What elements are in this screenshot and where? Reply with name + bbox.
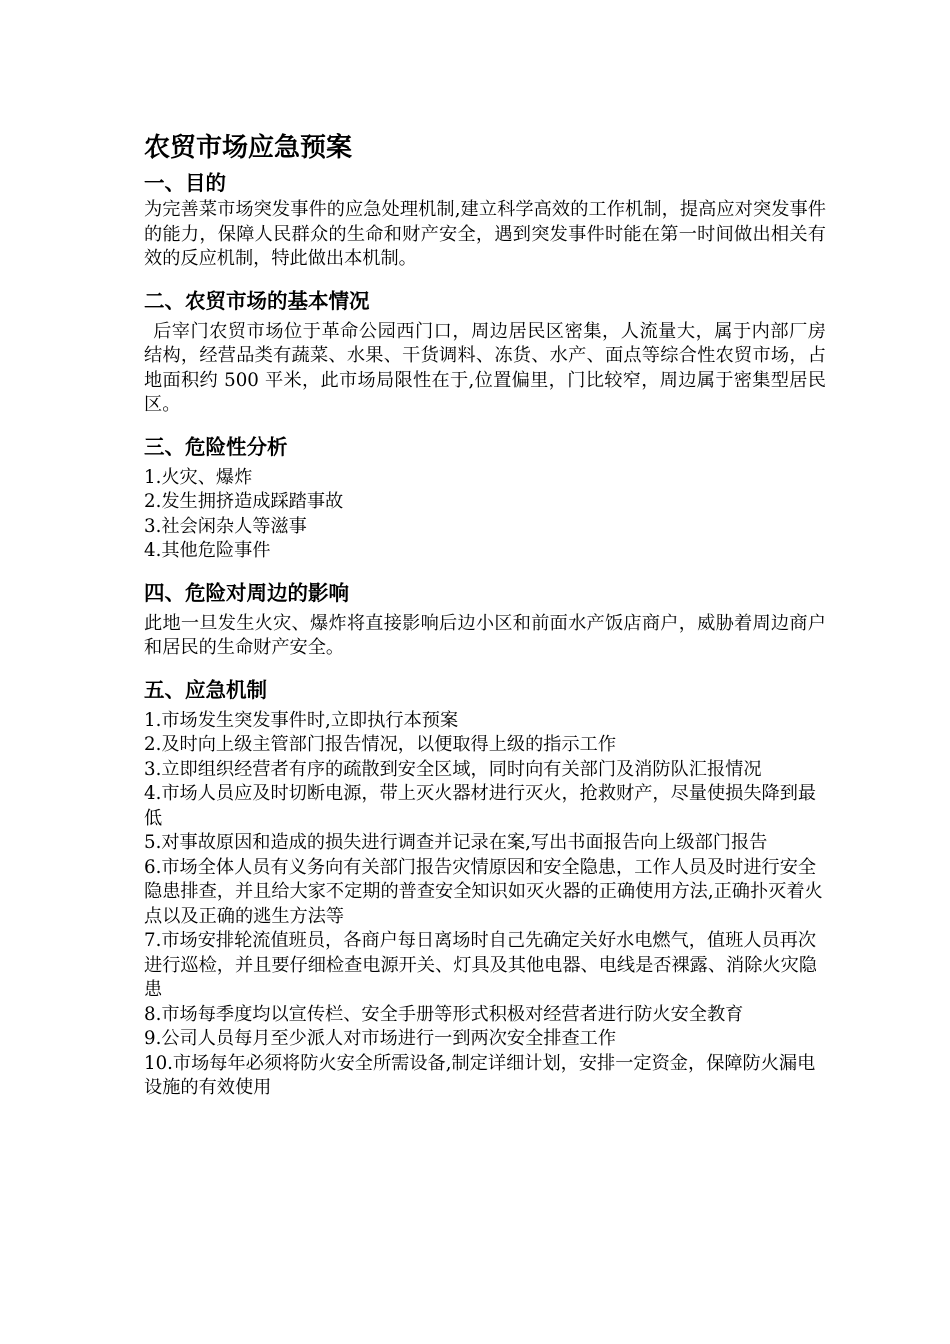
- document-page: [144, 128, 826, 1101]
- section-heading-impact: 四、危险对周边的影响: [144, 580, 349, 605]
- section-heading-risk-analysis: 三、危险性分析: [144, 434, 288, 459]
- section-heading-basic-info: 二、农贸市场的基本情况: [144, 288, 370, 313]
- list-item: 9.公司人员每月至少派人对市场进行一到两次安全排查工作: [144, 1028, 617, 1049]
- section-heading-emergency-mechanism: 五、应急机制: [144, 677, 267, 702]
- section-purpose: [144, 168, 826, 272]
- list-item: 2.及时向上级主管部门报告情况，以便取得上级的指示工作: [144, 734, 617, 755]
- section-paragraph-purpose: 为完善菜市场突发事件的应急处理机制,建立科学高效的工作机制，提高应对突发事件的能力，保障人民群众的生命和财产安全，遇到突发事件时能在第一时间做出相关有效的反应机制，特此做出本机制。: [144, 199, 826, 269]
- list-item: 4.市场人员应及时切断电源，带上灭火器材进行灭火，抢救财产，尽量使损失降到最低: [144, 783, 817, 829]
- section-impact: [144, 578, 826, 661]
- list-item: 2.发生拥挤造成踩踏事故: [144, 491, 344, 512]
- list-item: 8.市场每季度均以宣传栏、安全手册等形式积极对经营者进行防火安全教育: [144, 1003, 744, 1025]
- list-item: 10.市场每年必须将防火安全所需设备,制定详细计划，安排一定资金，保障防火漏电设施的有效使用: [144, 1052, 816, 1098]
- risk-list: [144, 466, 826, 564]
- section-paragraph-impact: 此地一旦发生火灾、爆炸将直接影响后边小区和前面水产饭店商户，威胁着周边商户和居民的生命财产安全。: [144, 612, 826, 658]
- list-item: 7.市场安排轮流值班员，各商户每日离场时自己先确定关好水电燃气，值班人员再次进行巡检，并且要仔细检查电源开关、灯具及其他电器、电线是否裸露、消除火灾隐患: [144, 930, 817, 1000]
- section-heading-purpose: 一、目的: [144, 171, 226, 195]
- list-item: 6.市场全体人员有义务向有关部门报告灾情原因和安全隐患，工作人员及时进行安全隐患排查，并且给大家不定期的普查安全知识如灭火器的正确使用方法,正确扑灭着火点以及正确的逃生方法等: [144, 856, 823, 927]
- section-risk-analysis: [144, 432, 826, 564]
- document-title: 农贸市场应急预案: [144, 133, 353, 163]
- list-item: 3.社会闲杂人等滋事: [144, 515, 307, 537]
- section-basic-info: [144, 286, 826, 418]
- list-item: 1.火灾、爆炸: [144, 466, 253, 488]
- list-item: 1.市场发生突发事件时,立即执行本预案: [144, 709, 459, 731]
- mechanism-list: [144, 709, 826, 1101]
- list-item: 3.立即组织经营者有序的疏散到安全区域，同时向有关部门及消防队汇报情况: [144, 758, 762, 780]
- list-item: 4.其他危险事件: [144, 540, 271, 561]
- list-item: 5.对事故原因和造成的损失进行调查并记录在案,写出书面报告向上级部门报告: [144, 832, 768, 853]
- section-paragraph-basic-info: 后宰门农贸市场位于革命公园西门口，周边居民区密集，人流量大，属于内部厂房结构，经营品类有蔬菜、水果、干货调料、冻货、水产、面点等综合性农贸市场，占地面积约 500 平米，此市场局限性在于,位置偏里，门比较窄，周边属于密集型居民区。: [144, 320, 826, 415]
- section-emergency-mechanism: [144, 675, 826, 1101]
